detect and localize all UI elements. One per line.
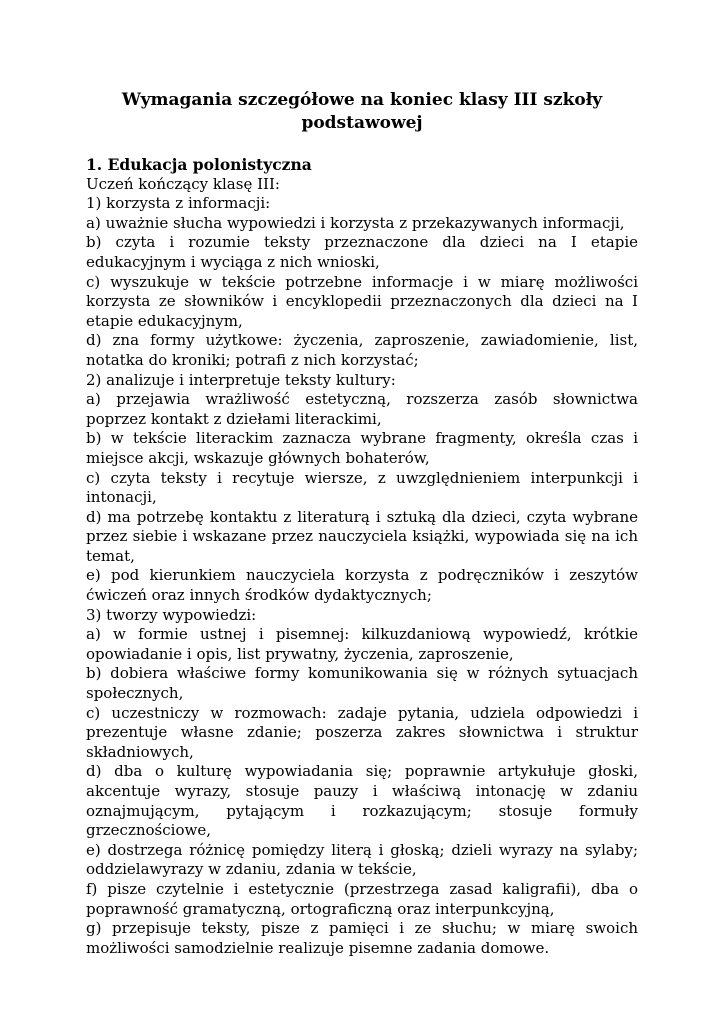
item-3g: g) przepisuje teksty, pisze z pamięci i ze słuchu; w miarę swoich możliwości samodzielnie realizuje pisemne zadania domowe. — [86, 919, 638, 957]
item-2a: a) przejawia wrażliwość estetyczną, rozszerza zasób słownictwa poprzez kontakt z dziełami literackimi, — [86, 390, 638, 428]
subsection-2: 2) analizuje i interpretuje teksty kultury: — [86, 370, 396, 389]
item-3f: f) pisze czytelnie i estetycznie (przestrzega zasad kaligrafii), dba o poprawność gramatyczną, ortograficzną oraz interpunkcyjną, — [86, 879, 638, 918]
document-title: Wymagania szczegółowe na koniec klasy III szkoły podstawowej — [121, 90, 603, 133]
item-2e: e) pod kierunkiem nauczyciela korzysta z podręczników i zeszytów ćwiczeń oraz innych środków dydaktycznych; — [86, 566, 638, 605]
item-3e: e) dostrzega różnicę pomiędzy literą i głoską; dzieli wyrazy na sylaby; oddzielawyrazy w zdaniu, zdania w tekście, — [86, 840, 638, 879]
item-3d: d) dba o kulturę wypowiadania się; poprawnie artykułuje głoski, akcentuje wyrazy, stosuje pauzy i właściwą intonację w zdaniu oznajmującym, pytającym i rozkazującym; stosuje formuły grzecznościowe, — [86, 762, 638, 840]
item-2b: b) w tekście literackim zaznacza wybrane fragmenty, określa czas i miejsce akcji, wskazuje głównych bohaterów, — [86, 429, 638, 467]
subsection-1: 1) korzysta z informacji: — [86, 194, 271, 213]
subsection-3: 3) tworzy wypowiedzi: — [86, 605, 257, 624]
item-3c: c) uczestniczy w rozmowach: zadaje pytania, udziela odpowiedzi i prezentuje własne zdanie; poszerza zakres słownictwa i struktur składniowych, — [86, 703, 638, 761]
item-2c: c) czyta teksty i recytuje wiersze, z uwzględnieniem interpunkcji i intonacji, — [86, 468, 638, 507]
item-1c: c) wyszukuje w tekście potrzebne informacje i w miarę możliwości korzysta ze słowników i encyklopedii przeznaczonych dla dzieci na I etapie edukacyjnym, — [86, 272, 638, 330]
item-1d: d) zna formy użytkowe: życzenia, zaproszenie, zawiadomienie, list, notatka do kroniki; potrafi z nich korzystać; — [86, 331, 638, 369]
document-body — [86, 155, 638, 958]
intro-line: Uczeń kończący klasę III: — [86, 174, 280, 193]
item-2d: d) ma potrzebę kontaktu z literaturą i sztuką dla dzieci, czyta wybrane przez siebie i wskazane przez nauczyciela książki, wypowiada się na ich temat, — [86, 507, 638, 565]
section-heading: 1. Edukacja polonistyczna — [86, 155, 312, 174]
item-3b: b) dobiera właściwe formy komunikowania się w różnych sytuacjach społecznych, — [86, 664, 638, 703]
item-1a: a) uważnie słucha wypowiedzi i korzysta z przekazywanych informacji, — [86, 213, 625, 232]
item-3a: a) w formie ustnej i pisemnej: kilkuzdaniową wypowiedź, krótkie opowiadanie i opis, list prywatny, życzenia, zaproszenie, — [86, 625, 638, 663]
item-1b: b) czyta i rozumie teksty przeznaczone dla dzieci na I etapie edukacyjnym i wyciąga z nich wnioski, — [86, 233, 638, 271]
